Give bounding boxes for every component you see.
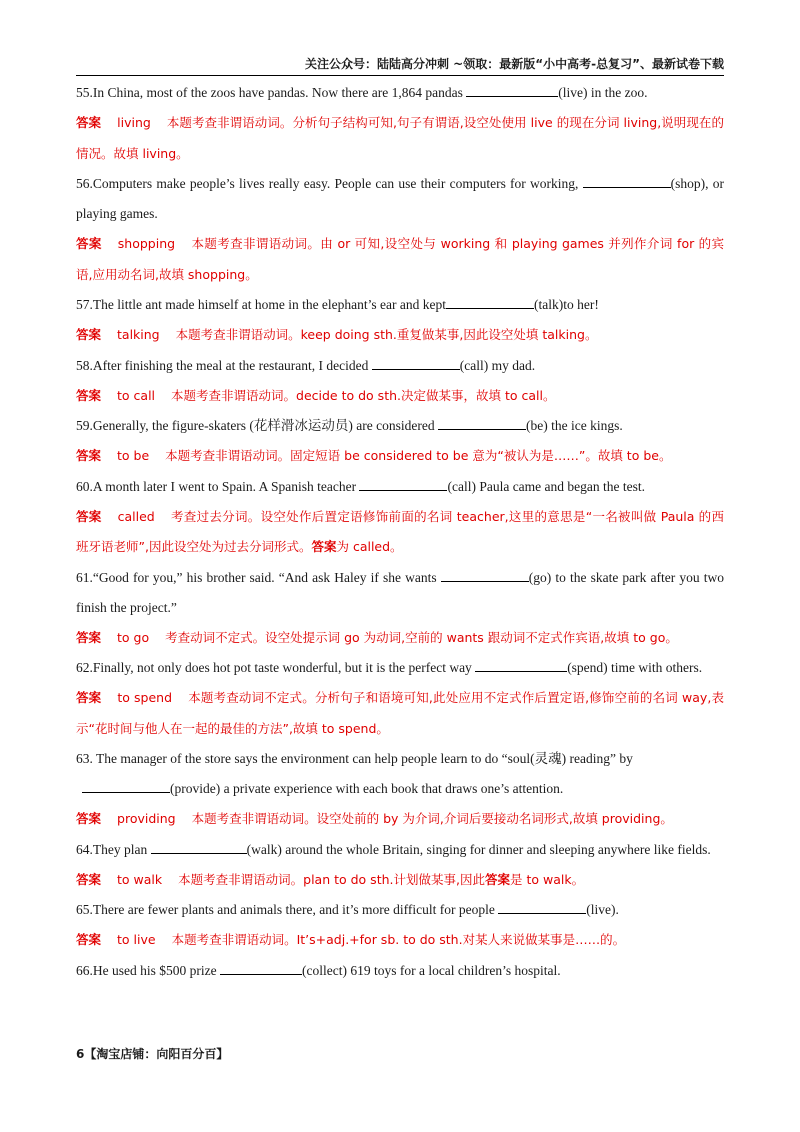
answer-blank	[372, 355, 460, 370]
answer-explanation: 本题考查非谓语动词。It’s+adj.+for sb. to do sth.对某人来说做某事是……的。	[171, 932, 626, 947]
answer-explanation: 本题考查非谓语动词。分析句子结构可知,句子有谓语,设空处使用 live 的现在分词 living,说明现在的情况。故填 living。	[76, 115, 724, 161]
answer-blank	[583, 173, 671, 188]
answer-tag: 答案	[76, 932, 102, 947]
answer-explanation: 本题考查非谓语动词。设空处前的 by 为介词,介词后要接动名词形式,故填 providing。	[191, 811, 673, 826]
answer-blank	[359, 476, 447, 491]
answer-explanation: 本题考查非谓语动词。固定短语 be considered to be 意为“被认为是……”。故填 to be。	[165, 448, 672, 463]
answer-62	[76, 683, 724, 744]
answer-60: 答案 called 考查过去分词。设空处作后置定语修饰前面的名词 teacher,这里的意思是“一名被叫做 Paula 的西班牙语老师”,因此设空处为过去分词形式。答案为 called。	[76, 508, 724, 554]
question-56: 56.Computers make people’s lives really easy. People can use their computers for working, (shop), or playing games.	[76, 169, 724, 229]
exercise-list	[76, 78, 724, 986]
answer-tag-inline: 答案	[484, 871, 510, 887]
answer-tag: 答案	[76, 236, 102, 251]
question-64: 64.They plan (walk) around the whole Britain, singing for dinner and sleeping anywhere like fields.	[76, 835, 724, 865]
answer-tag: 答案	[76, 508, 102, 524]
answer-tag: 答案	[76, 629, 102, 645]
answer-explanation: 本题考查非谓语动词。decide to do sth.决定做某事，故填 to call。	[171, 387, 556, 403]
answer-tag: 答案	[76, 115, 102, 130]
answer-word: to spend	[117, 690, 173, 705]
answer-55	[76, 108, 724, 169]
answer-blank	[475, 657, 567, 672]
answer-tag: 答案	[76, 811, 102, 826]
answer-63	[76, 804, 724, 835]
answer-blank	[82, 778, 170, 793]
answer-blank	[441, 567, 529, 582]
answer-61	[76, 623, 724, 654]
answer-59	[76, 441, 724, 472]
answer-blank	[466, 82, 558, 97]
answer-word: shopping	[117, 236, 176, 251]
question-60: 60.A month later I went to Spain. A Spanish teacher (call) Paula came and began the test.	[76, 472, 724, 502]
question-66: 66.He used his $500 prize (collect) 619 toys for a local children’s hospital.	[76, 956, 724, 986]
answer-explanation: 本题考查非谓语动词。keep doing sth.重复做某事,因此设空处填 talking。	[175, 327, 598, 342]
question-57: 57.The little ant made himself at home in the elephant’s ear and kept (talk)to her!	[76, 290, 724, 320]
answer-word: to be	[117, 448, 150, 463]
question-59: 59.Generally, the figure-skaters (花样滑冰运动员) are considered (be) the ice kings.	[76, 411, 724, 441]
answer-58	[76, 381, 724, 412]
answer-word: to live	[117, 932, 156, 947]
answer-tag: 答案	[76, 690, 102, 705]
answer-explanation: 本题考查非谓语动词。由 or 可知,设空处与 working 和 playing games 并列作介词 for 的宾语,应用动名词,故填 shopping。	[76, 236, 724, 282]
question-55: 55.In China, most of the zoos have pandas. Now there are 1,864 pandas (live) in the zoo.	[76, 78, 724, 108]
answer-tag: 答案	[76, 387, 102, 403]
answer-tag: 答案	[76, 448, 102, 463]
answer-56	[76, 229, 724, 290]
answer-word: providing	[117, 811, 176, 826]
question-65: 65.There are fewer plants and animals there, and it’s more difficult for people (live).	[76, 895, 724, 925]
answer-blank	[151, 839, 247, 854]
answer-explanation: 本题考查非谓语动词。plan to do sth.计划做某事,因此	[178, 871, 485, 887]
answer-blank	[446, 294, 534, 309]
answer-word: called	[117, 508, 155, 524]
question-61: 61.“Good for you,” his brother said. “And ask Haley if she wants (go) to the skate park after you two finish the project.”	[76, 563, 724, 623]
page-header: 关注公众号：陆陆高分冲刺 ~领取：最新版“小中高考-总复习”、最新试卷下载	[76, 53, 724, 76]
answer-word: to call	[117, 387, 156, 403]
answer-word: living	[117, 115, 151, 130]
answer-blank	[438, 415, 526, 430]
answer-57	[76, 320, 724, 351]
question-58: 58.After finishing the meal at the restaurant, I decided (call) my dad.	[76, 351, 724, 381]
answer-blank	[498, 899, 586, 914]
answer-explanation: 考查动词不定式。设空处提示词 go 为动词,空前的 wants 跟动词不定式作宾语,故填 to go。	[165, 629, 678, 645]
answer-word: talking	[117, 327, 160, 342]
answer-explanation: 考查过去分词。设空处作后置定语修饰前面的名词 teacher,这里的意思是“一名被叫做 Paula 的西班牙语老师”,因此设空处为过去分词形式。	[76, 508, 724, 554]
answer-tag: 答案	[76, 871, 102, 887]
answer-word: to walk	[117, 871, 163, 887]
page-footer: 6【淘宝店铺：向阳百分百】	[76, 1047, 229, 1061]
answer-tag-inline: 答案	[311, 539, 337, 554]
answer-word: to go	[117, 629, 150, 645]
answer-blank	[220, 960, 302, 975]
answer-65	[76, 925, 724, 956]
question-63: 63. The manager of the store says the environment can help people learn to do “soul(灵魂) reading” by (provide) a private experience with each book that draws one’s attention.	[76, 751, 633, 796]
answer-tag: 答案	[76, 327, 102, 342]
answer-64: 答案 to walk 本题考查非谓语动词。plan to do sth.计划做某事,因此答案是 to walk。	[76, 871, 585, 887]
question-62: 62.Finally, not only does hot pot taste wonderful, but it is the perfect way (spend) time with others.	[76, 653, 724, 683]
answer-explanation: 本题考查动词不定式。分析句子和语境可知,此处应用不定式作后置定语,修饰空前的名词 way,表示“花时间与他人在一起的最佳的方法”,故填 to spend。	[76, 690, 724, 736]
